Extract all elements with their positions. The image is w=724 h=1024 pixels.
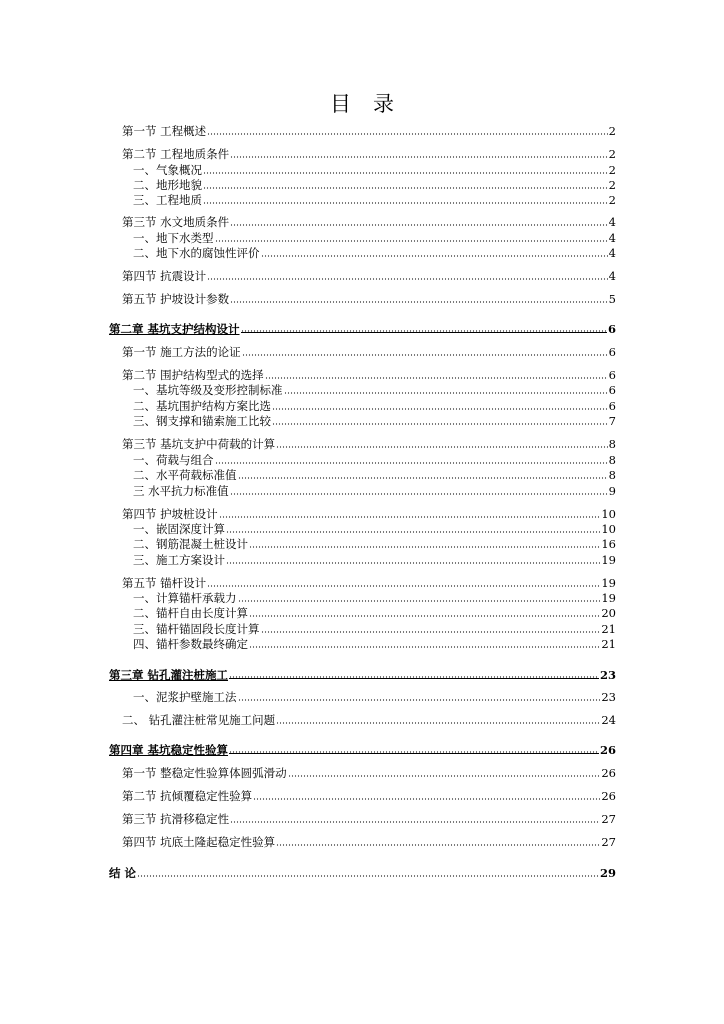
toc-entry-label: 第三节 抗滑移稳定性 <box>122 812 230 826</box>
toc-entry-label: 一、荷载与组合 <box>133 453 214 467</box>
toc-entry-label: 一、泥浆护壁施工法 <box>133 690 237 704</box>
toc-entry-page: 23 <box>599 668 616 682</box>
toc-entry-page: 27 <box>601 835 616 849</box>
dot-leader <box>207 278 608 280</box>
toc-entry-page: 8 <box>608 453 616 467</box>
dot-leader <box>261 255 608 257</box>
toc-entry[interactable] <box>122 507 616 521</box>
toc-entry-label: 一、地下水类型 <box>133 231 214 245</box>
dot-leader <box>284 392 608 394</box>
toc-entry-page: 2 <box>608 124 616 138</box>
toc-entry-page: 9 <box>608 484 616 498</box>
toc-entry-label: 三、钢支撑和锚索施工比较 <box>133 414 271 428</box>
dot-leader <box>249 615 600 617</box>
toc-entry-page: 8 <box>608 437 616 451</box>
toc-entry[interactable] <box>122 215 616 229</box>
dot-leader <box>203 172 608 174</box>
toc-entry-label: 第一节 施工方法的论证 <box>122 345 241 359</box>
dot-leader <box>215 462 608 464</box>
toc-entry-label: 二、水平荷载标准值 <box>133 468 237 482</box>
toc-entry-page: 4 <box>608 269 616 283</box>
dot-leader <box>249 646 600 648</box>
toc-chapter[interactable] <box>109 743 616 757</box>
toc-entry[interactable] <box>133 193 616 207</box>
toc-entry-page: 6 <box>608 399 616 413</box>
toc-entry-label: 第四章 基坑稳定性验算 <box>109 743 229 757</box>
toc-entry-label: 第一节 整稳定性验算体圆弧滑动 <box>122 766 287 780</box>
toc-entry[interactable] <box>133 163 616 177</box>
toc-entry-label: 第一节 工程概述 <box>122 124 207 138</box>
toc-entry[interactable] <box>122 124 616 138</box>
toc-title: 目录 <box>330 92 416 116</box>
toc-entry[interactable] <box>133 606 616 620</box>
toc-entry-label: 一、气象概况 <box>133 163 202 177</box>
toc-entry-page: 26 <box>601 789 616 803</box>
toc-entry-page: 2 <box>608 147 616 161</box>
toc-entry[interactable] <box>133 383 616 397</box>
toc-entry-label: 第四节 抗震设计 <box>122 269 207 283</box>
toc-entry-label: 二、地下水的腐蚀性评价 <box>133 246 260 260</box>
toc-entry[interactable] <box>122 835 616 849</box>
toc-entry[interactable] <box>122 437 616 451</box>
toc-entry-label: 第二节 工程地质条件 <box>122 147 230 161</box>
toc-entry-page: 5 <box>608 292 616 306</box>
toc-entry-page: 19 <box>601 591 616 605</box>
dot-leader <box>137 875 599 877</box>
toc-conclusion[interactable] <box>109 866 616 880</box>
dot-leader <box>265 377 608 379</box>
toc-entry-label: 第三节 基坑支护中荷载的计算 <box>122 437 276 451</box>
toc-entry-page: 2 <box>608 163 616 177</box>
toc-entry-label: 第三节 水文地质条件 <box>122 215 230 229</box>
dot-leader <box>253 798 600 800</box>
toc-chapter[interactable] <box>109 322 616 336</box>
toc-entry-page: 6 <box>607 322 616 336</box>
dot-leader <box>238 600 601 602</box>
toc-entry-page: 19 <box>601 553 616 567</box>
toc-entry[interactable] <box>133 484 616 498</box>
toc-entry-label: 第四节 坑底土隆起稳定性验算 <box>122 835 276 849</box>
toc-entry-page: 26 <box>599 743 616 757</box>
dot-leader <box>215 240 608 242</box>
toc-entry[interactable] <box>122 789 616 803</box>
toc-entry-label: 一、嵌固深度计算 <box>133 522 225 536</box>
toc-entry-page: 2 <box>608 178 616 192</box>
dot-leader <box>207 133 608 135</box>
dot-leader <box>276 844 600 846</box>
dot-leader <box>230 224 608 226</box>
toc-entry[interactable] <box>133 537 616 551</box>
toc-entry-label: 三、工程地质 <box>133 193 202 207</box>
toc-entry[interactable] <box>133 453 616 467</box>
toc-entry-page: 21 <box>601 622 616 636</box>
toc-entry-page: 27 <box>601 812 616 826</box>
toc-entry-page: 16 <box>601 537 616 551</box>
toc-entry-page: 26 <box>601 766 616 780</box>
toc-entry[interactable] <box>122 812 616 826</box>
dot-leader <box>226 562 600 564</box>
toc-entry-page: 10 <box>601 522 616 536</box>
toc-entry-label: 二、钢筋混凝土桩设计 <box>133 537 248 551</box>
toc-entry-label: 三 水平抗力标准值 <box>133 484 229 498</box>
dot-leader <box>238 699 601 701</box>
toc-chapter[interactable] <box>109 668 616 682</box>
toc-entry[interactable] <box>122 269 616 283</box>
toc-entry-page: 6 <box>608 383 616 397</box>
toc-entry[interactable] <box>133 622 616 636</box>
toc-entry-page: 23 <box>601 690 616 704</box>
toc-entry-page: 4 <box>608 246 616 260</box>
dot-leader <box>241 330 607 333</box>
toc-entry-label: 结 论 <box>109 866 137 880</box>
dot-leader <box>229 751 599 754</box>
toc-entry-page: 29 <box>599 866 616 880</box>
toc-entry-page: 10 <box>601 507 616 521</box>
dot-leader <box>226 531 600 533</box>
dot-leader <box>230 493 608 495</box>
toc-entry-page: 6 <box>608 368 616 382</box>
toc-entry-label: 第二节 抗倾覆稳定性验算 <box>122 789 253 803</box>
toc-entry-page: 2 <box>608 193 616 207</box>
toc-entry-label: 二、锚杆自由长度计算 <box>133 606 248 620</box>
dot-leader <box>219 516 601 518</box>
dot-leader <box>207 585 600 587</box>
toc-entry[interactable] <box>133 468 616 482</box>
toc-entry-label: 四、锚杆参数最终确定 <box>133 637 248 651</box>
toc-entry[interactable] <box>133 178 616 192</box>
toc-entry[interactable] <box>133 522 616 536</box>
toc-entry-page: 7 <box>608 414 616 428</box>
dot-leader <box>272 408 608 410</box>
toc-entry-label: 一、计算锚杆承载力 <box>133 591 237 605</box>
dot-leader <box>288 775 601 777</box>
toc-entry[interactable] <box>133 246 616 260</box>
toc-entry[interactable] <box>122 766 616 780</box>
toc-entry[interactable] <box>122 576 616 590</box>
toc-entry[interactable] <box>122 368 616 382</box>
toc-entry[interactable] <box>122 147 616 161</box>
toc-entry-page: 19 <box>601 576 616 590</box>
dot-leader <box>276 446 608 448</box>
toc-entry-label: 第五节 护坡设计参数 <box>122 292 230 306</box>
toc-entry[interactable] <box>133 231 616 245</box>
toc-entry-label: 二、基坑围护结构方案比选 <box>133 399 271 413</box>
dot-leader <box>272 423 608 425</box>
dot-leader <box>229 676 599 679</box>
toc-entry-page: 21 <box>601 637 616 651</box>
toc-entry-label: 三、锚杆锚固段长度计算 <box>133 622 260 636</box>
toc-entry[interactable] <box>133 553 616 567</box>
toc-entry-page: 8 <box>608 468 616 482</box>
toc-entry[interactable] <box>122 345 616 359</box>
dot-leader <box>203 202 608 204</box>
toc-entry[interactable] <box>133 690 616 704</box>
toc-entry[interactable] <box>133 399 616 413</box>
toc-entry-label: 第四节 护坡桩设计 <box>122 507 218 521</box>
dot-leader <box>230 301 608 303</box>
dot-leader <box>230 821 600 823</box>
dot-leader <box>230 156 608 158</box>
toc-entry-page: 20 <box>601 606 616 620</box>
toc-entry[interactable] <box>133 414 616 428</box>
toc-entry[interactable] <box>133 637 616 651</box>
toc-entry-page: 4 <box>608 215 616 229</box>
toc-entry-label: 一、基坑等级及变形控制标准 <box>133 383 283 397</box>
dot-leader <box>276 722 600 724</box>
toc-entry-label: 二、地形地貌 <box>133 178 202 192</box>
toc-entry[interactable] <box>122 713 616 727</box>
dot-leader <box>203 187 608 189</box>
toc-entry-label: 第五节 锚杆设计 <box>122 576 207 590</box>
toc-entry-label: 三、施工方案设计 <box>133 553 225 567</box>
toc-entry-page: 6 <box>608 345 616 359</box>
dot-leader <box>249 546 600 548</box>
dot-leader <box>238 477 608 479</box>
toc-entry-label: 二、 钻孔灌注桩常见施工问题 <box>122 713 276 727</box>
dot-leader <box>261 631 601 633</box>
toc-entry[interactable] <box>133 591 616 605</box>
toc-entry-label: 第二节 围护结构型式的选择 <box>122 368 264 382</box>
toc-entry-label: 第三章 钻孔灌注桩施工 <box>109 668 229 682</box>
toc-entry-page: 24 <box>601 713 616 727</box>
toc-entry-label: 第二章 基坑支护结构设计 <box>109 322 240 336</box>
toc-entry[interactable] <box>122 292 616 306</box>
dot-leader <box>242 354 608 356</box>
toc-entry-page: 4 <box>608 231 616 245</box>
